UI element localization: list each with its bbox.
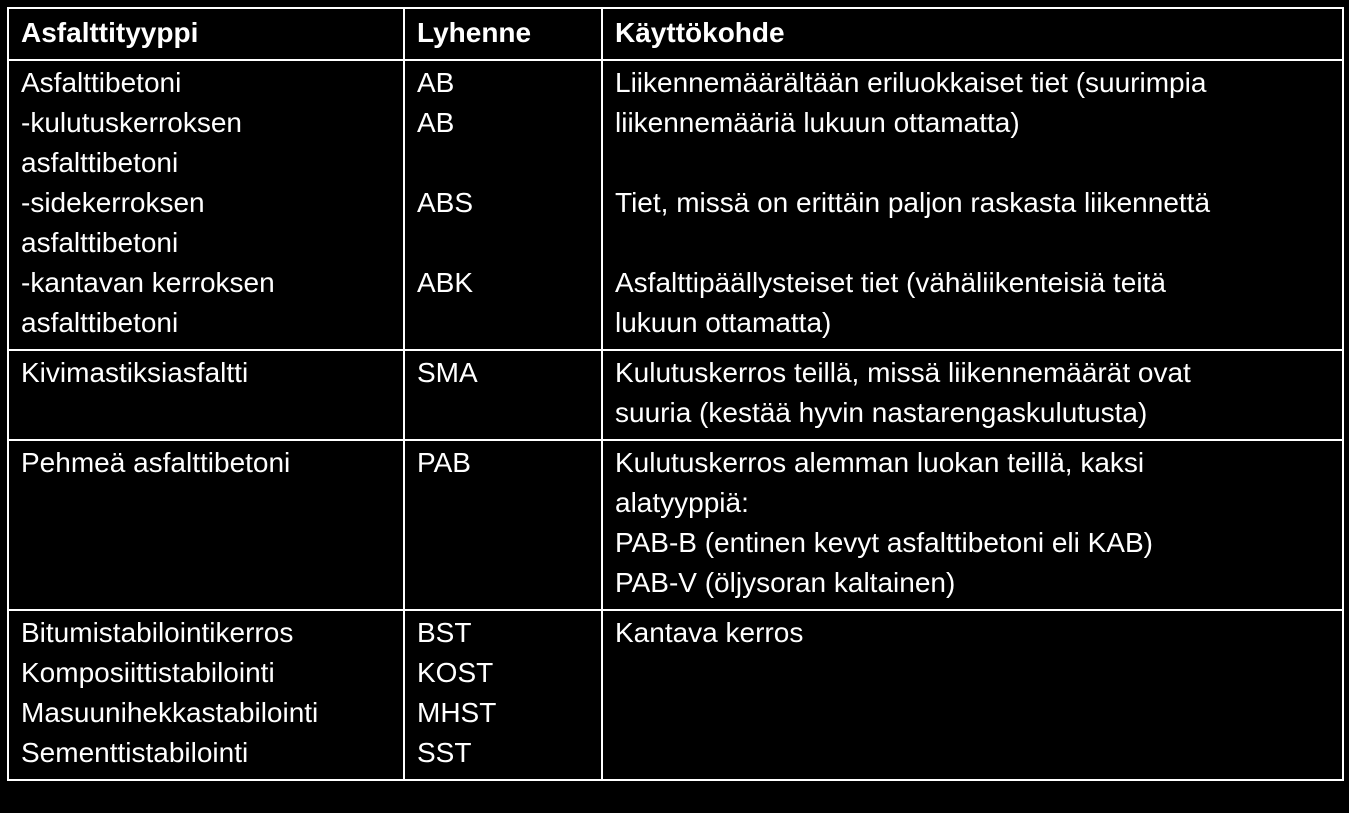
type-text: -kulutuskerroksen [21, 107, 242, 138]
type-text: Asfalttibetoni [21, 67, 182, 98]
type-text: -sidekerroksen [21, 187, 205, 218]
type-text: asfalttibetoni [21, 227, 179, 258]
type-text: asfalttibetoni [21, 307, 179, 338]
type-text: asfalttibetoni [21, 147, 179, 178]
use-text: alatyyppiä: [615, 487, 749, 518]
use-text: Kulutuskerros alemman luokan teillä, kaksi [615, 447, 1145, 478]
cell-abbreviation [404, 440, 602, 610]
table-row [8, 610, 1343, 780]
table-row [8, 350, 1343, 440]
abbr-text: AB [417, 67, 455, 98]
use-text: lukuun ottamatta) [615, 307, 832, 338]
type-text: Bitumistabilointikerros [21, 617, 294, 648]
abbr-text: AB [417, 107, 455, 138]
asphalt-types-table [7, 7, 1344, 781]
use-text: liikennemääriä lukuun ottamatta) [615, 107, 1020, 138]
cell-use [602, 350, 1343, 440]
abbr-text: PAB [417, 447, 471, 478]
type-text: Pehmeä asfalttibetoni [21, 447, 291, 478]
abbr-text: SST [417, 737, 472, 768]
cell-abbreviation [404, 60, 602, 350]
header-type: Asfalttityyppi [8, 8, 404, 60]
abbr-text: KOST [417, 657, 494, 688]
abbr-text: SMA [417, 357, 478, 388]
cell-type [8, 440, 404, 610]
type-text: Sementtistabilointi [21, 737, 249, 768]
cell-abbreviation [404, 610, 602, 780]
use-text: PAB-B (entinen kevyt asfalttibetoni eli KAB) [615, 527, 1153, 558]
use-text: Asfalttipäällysteiset tiet (vähäliikenteisiä teitä [615, 267, 1166, 298]
use-text: suuria (kestää hyvin nastarengaskulutusta) [615, 397, 1148, 428]
use-text: Kantava kerros [615, 617, 804, 648]
type-text: Kivimastiksiasfaltti [21, 357, 249, 388]
cell-use [602, 60, 1343, 350]
type-text: -kantavan kerroksen [21, 267, 275, 298]
type-text: Komposiittistabilointi [21, 657, 275, 688]
header-row [8, 8, 1343, 60]
table-row [8, 60, 1343, 350]
use-text: PAB-V (öljysoran kaltainen) [615, 567, 956, 598]
header-use: Käyttökohde [602, 8, 1343, 60]
cell-type [8, 60, 404, 350]
cell-type [8, 610, 404, 780]
spacer [615, 143, 1330, 183]
spacer [417, 143, 589, 183]
table-row [8, 440, 1343, 610]
use-text: Kulutuskerros teillä, missä liikennemäärät ovat [615, 357, 1191, 388]
header-abbreviation: Lyhenne [404, 8, 602, 60]
abbr-text: ABK [417, 267, 474, 298]
spacer [417, 223, 589, 263]
use-text: Liikennemäärältään eriluokkaiset tiet (suurimpia [615, 67, 1207, 98]
type-text: Masuunihekkastabilointi [21, 697, 319, 728]
cell-use [602, 610, 1343, 780]
cell-use [602, 440, 1343, 610]
use-text: Tiet, missä on erittäin paljon raskasta liikennettä [615, 187, 1211, 218]
cell-type [8, 350, 404, 440]
spacer [615, 223, 1330, 263]
cell-abbreviation [404, 350, 602, 440]
abbr-text: ABS [417, 187, 474, 218]
abbr-text: BST [417, 617, 472, 648]
abbr-text: MHST [417, 697, 497, 728]
